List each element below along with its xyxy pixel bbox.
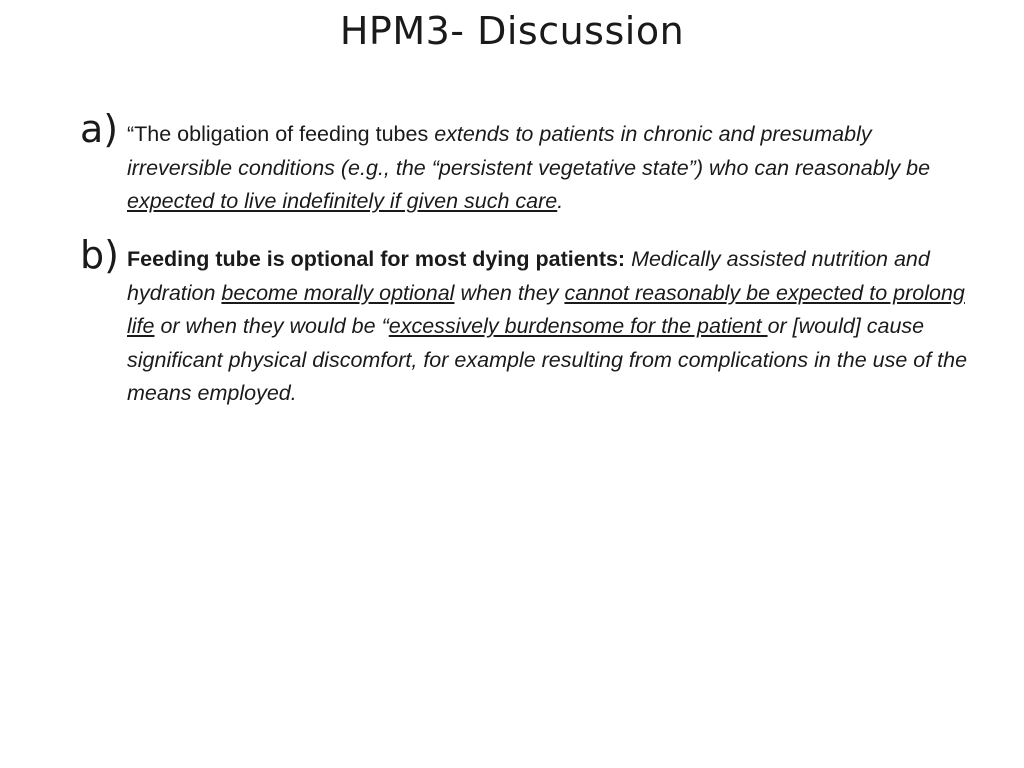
point-a-text — [127, 108, 977, 219]
point-b-heading: Feeding tube is optional for most dying patients: — [127, 247, 626, 271]
slide-title: HPM3- Discussion — [339, 9, 685, 53]
point-b-segment: cannot reasonably be expected to prolong life — [127, 280, 965, 338]
point-b-segment: excessively burdensome for the patient — [388, 314, 768, 338]
point-b-segment: or [would] cause significant physical discomfort, for example resulting from complications in the use of the means employed. — [127, 314, 968, 405]
point-b-marker: b) — [80, 233, 119, 277]
point-b-segment: become morally optional — [221, 280, 455, 305]
point-b-segment: when they — [454, 280, 565, 305]
point-a — [80, 108, 980, 219]
point-a-marker: a) — [80, 107, 119, 151]
point-b — [80, 234, 980, 411]
point-b-text — [127, 234, 977, 411]
point-a-segment: . — [557, 189, 564, 213]
point-a-segment: “The obligation of feeding tubes — [127, 122, 435, 146]
point-a-segment: extends to patients in chronic and presumably irreversible conditions (e.g., the “persistent vegetative state”) who can reasonably be — [127, 122, 931, 180]
point-b-segment: Medically assisted nutrition and hydration — [127, 247, 930, 305]
point-b-segment: or when they would be “ — [154, 314, 389, 338]
point-a-segment: expected to live indefinitely if given such care — [127, 189, 558, 213]
